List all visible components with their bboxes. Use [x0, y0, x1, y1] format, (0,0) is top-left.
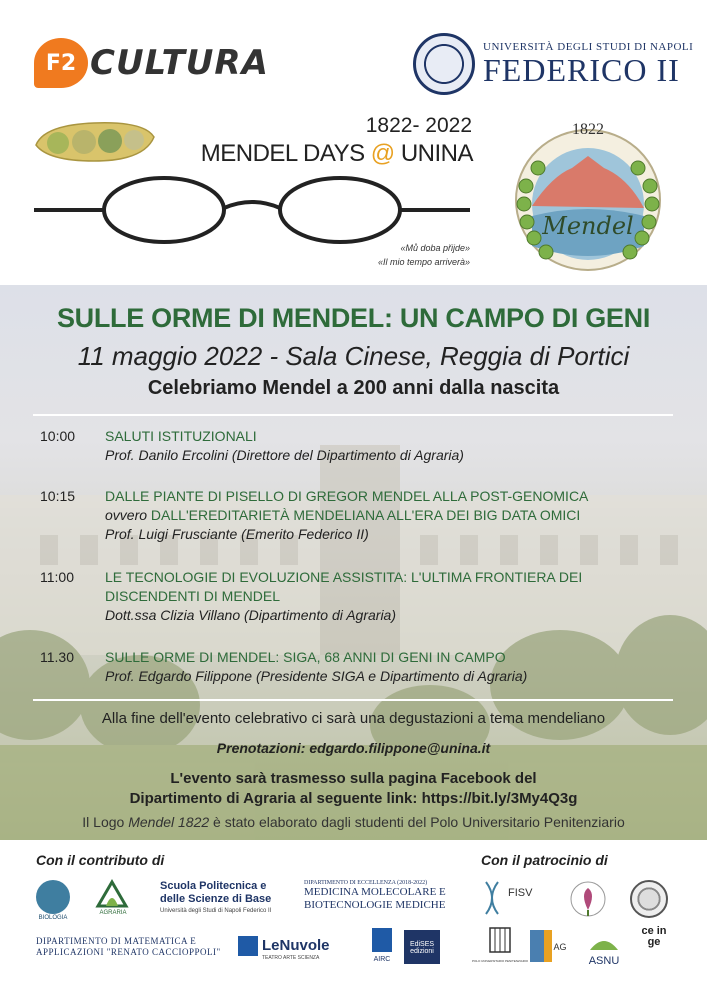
- academy-seal-icon: [630, 880, 668, 918]
- mendel-1822-logo: [512, 116, 664, 272]
- program-time: 10:00: [40, 428, 76, 444]
- airc-text: AIRC: [373, 956, 391, 963]
- program-speaker: Prof. Edgardo Filippone (Presidente SIGA e Dipartimento di Agraria): [105, 668, 528, 684]
- program-time: 10:15: [40, 488, 76, 504]
- biologia-logo-icon: [36, 880, 70, 914]
- peapod-icon: [34, 115, 156, 165]
- poster-header: [0, 0, 707, 285]
- societa-seal-icon: [568, 880, 608, 918]
- asnu-logo: [584, 928, 624, 968]
- program-ovvero: ovvero: [105, 507, 148, 523]
- dmmbm-logo: DIPARTIMENTO DI ECCELLENZA (2018-2022) MEDICINA MOLECOLARE E BIOTECNOLOGIE MEDICHE: [304, 880, 446, 911]
- lenuvole-logo: [238, 934, 344, 960]
- contributo-label: Con il contributo di: [36, 852, 165, 868]
- program-speaker: Prof. Danilo Ercolini (Direttore del Dipartimento di Agraria): [105, 447, 464, 463]
- ag-logo: [530, 926, 570, 966]
- airc-logo: [368, 928, 396, 966]
- ceinge-logo: ce in ge: [641, 925, 667, 948]
- politecnica-subtitle: Università degli Studi di Napoli Federico II: [160, 908, 272, 914]
- mendel-logo-year: 1822: [572, 121, 604, 138]
- biologia-logo-text: BIOLOGIA: [38, 915, 68, 921]
- sponsors-footer: [0, 840, 707, 1000]
- ag-text: AG: [553, 942, 567, 952]
- divider-top: [33, 414, 673, 416]
- logo-credit: Il Logo Mendel 1822 è stato elaborato dagli studenti del Polo Universitario Penitenziario: [82, 814, 625, 830]
- quote-czech: «Mů doba přijde»: [400, 243, 470, 253]
- lenuvole-text: LeNuvole: [262, 937, 330, 954]
- mendel-logo-word: Mendel: [542, 212, 634, 240]
- program-speaker: Dott.ssa Clizia Villano (Dipartimento di Agraria): [105, 607, 396, 623]
- years-range: 1822- 2022: [365, 114, 472, 137]
- matematica-logo: DIPARTIMENTO DI MATEMATICA E APPLICAZIONI "RENATO CACCIOPPOLI": [36, 936, 221, 957]
- agraria-logo-icon: [96, 880, 128, 908]
- politecnica-logo: Scuola Politecnica e delle Scienze di Base: [160, 880, 272, 905]
- agraria-logo-text: AGRARIA: [99, 910, 127, 916]
- program-title: SULLE ORME DI MENDEL: SIGA, 68 ANNI DI GENI IN CAMPO: [105, 649, 506, 665]
- event-series-title: MENDEL DAYS @ UNINA: [200, 140, 473, 167]
- fisv-text: FISV: [508, 887, 533, 899]
- booking-contact: Prenotazioni: edgardo.filippone@unina.it: [216, 740, 491, 756]
- edises-logo: EdiSES edizioni: [404, 930, 440, 964]
- program-time: 11.30: [40, 649, 74, 665]
- program-section: [0, 285, 707, 840]
- f2-badge: F2: [34, 38, 88, 88]
- program-title: DALLE PIANTE DI PISELLO DI GREGOR MENDEL ALLA POST-GENOMICA: [105, 488, 589, 504]
- unina-name: FEDERICO II: [483, 52, 680, 88]
- program-time: 11:00: [40, 569, 74, 585]
- program-speaker: Prof. Luigi Frusciante (Emerito Federico II): [105, 526, 369, 542]
- fisv-logo-icon: [482, 878, 552, 918]
- event-title: SULLE ORME DI MENDEL: UN CAMPO DI GENI: [56, 303, 651, 333]
- patrocinio-label: Con il patrocinio di: [481, 852, 608, 868]
- quote-italian: «Il mio tempo arriverà»: [377, 257, 470, 267]
- divider-bottom: [33, 699, 673, 701]
- program-title: LE TECNOLOGIE DI EVOLUZIONE ASSISTITA: L'ULTIMA FRONTIERA DEI DISCENDENTI DI MENDEL: [105, 569, 583, 604]
- glasses-icon: [34, 174, 470, 246]
- event-date-venue: 11 maggio 2022 - Sala Cinese, Reggia di Portici: [77, 341, 630, 371]
- degustazione-note: Alla fine dell'evento celebrativo ci sarà una degustazioni a tema mendeliano: [101, 710, 606, 727]
- polo-text: POLO UNIVERSITARIO PENITENZIARIO: [471, 959, 529, 963]
- facebook-link[interactable]: Dipartimento di Agraria al seguente link: https://bit.ly/3My4Q3g: [129, 790, 578, 807]
- program-title-continued: DALL'EREDITARIETÀ MENDELIANA ALL'ERA DEI BIG DATA OMICI: [147, 507, 581, 523]
- f2-cultura-logo: [34, 38, 269, 88]
- lenuvole-subtitle: TEATRO ARTE SCIENZA: [262, 955, 320, 961]
- f2-word: CULTURA: [90, 43, 269, 83]
- unina-logo: [413, 33, 693, 95]
- streaming-note: L'evento sarà trasmesso sulla pagina Facebook del Dipartimento di Agraria al seguente link: https://bit.ly/3My4Q3g: [0, 769, 707, 809]
- asnu-text: ASNU: [588, 955, 620, 967]
- unina-seal-icon: [413, 33, 475, 95]
- event-tagline: Celebriamo Mendel a 200 anni dalla nascita: [147, 377, 560, 399]
- unina-subtitle: UNIVERSITÀ DEGLI STUDI DI NAPOLI: [483, 41, 694, 53]
- program-title: SALUTI ISTITUZIONALI: [105, 428, 257, 444]
- polo-penitenziario-logo: [471, 926, 529, 968]
